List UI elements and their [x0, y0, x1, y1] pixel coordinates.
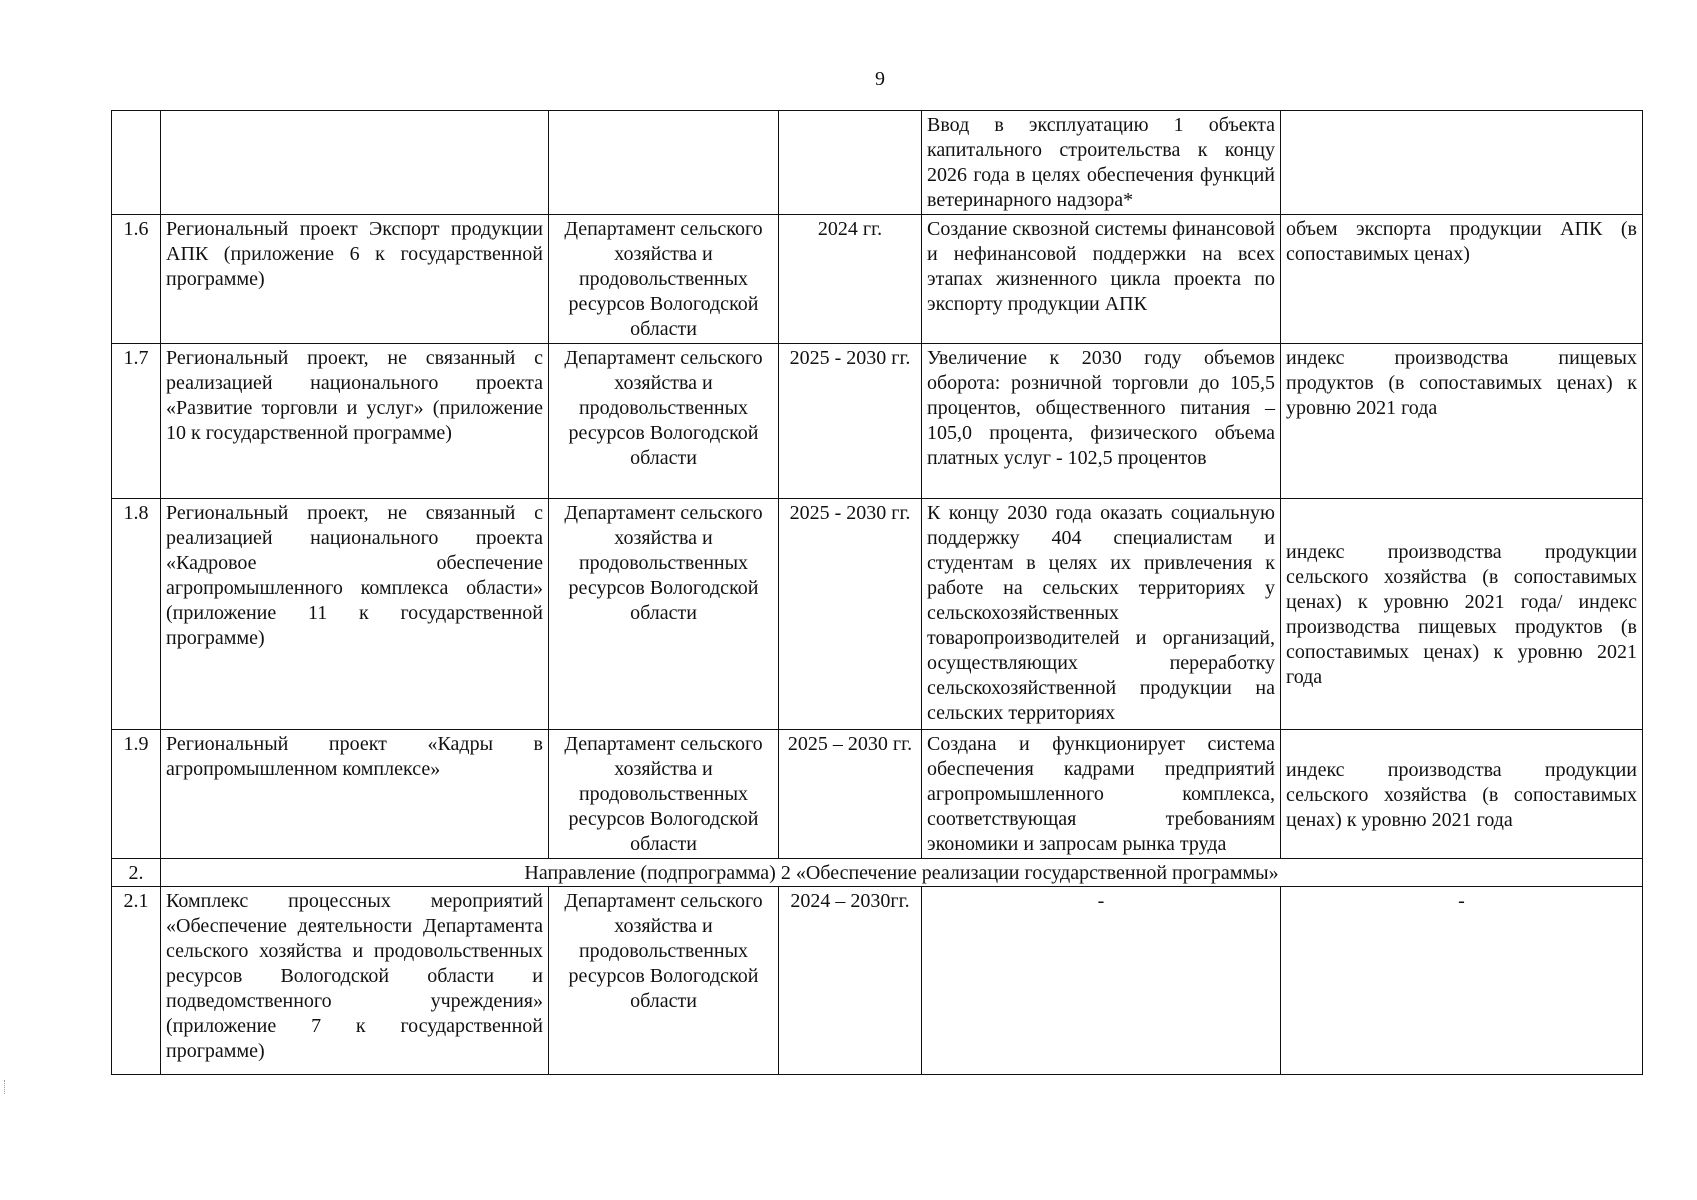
expected-result: К концу 2030 года оказать социальную поддержку 404 специалистам и студентам в целях их привлечения к работе на сельских территориях у сельскохозяйственных товаропроизводителей и организаций, осуществляющих переработку сельскохозяйственной продукции на сельских территориях [922, 499, 1281, 730]
section-title: Направление (подпрограмма) 2 «Обеспечение реализации государственной программы» [161, 859, 1643, 887]
responsible-department: Департамент сельского хозяйства и продовольственных ресурсов Вологодской области [549, 887, 779, 1075]
expected-result: Ввод в эксплуатацию 1 объекта капитального строительства к концу 2026 года в целях обеспечения функций ветеринарного надзора* [922, 111, 1281, 215]
implementation-period: 2025 - 2030 гг. [779, 344, 922, 499]
linked-indicator: индекс производства продукции сельского хозяйства (в сопоставимых ценах) к уровню 2021 года/ индекс производства пищевых продуктов (в сопоставимых ценах) к уровню 2021 года [1281, 499, 1643, 730]
table-row [112, 730, 1643, 859]
linked-indicator: объем экспорта продукции АПК (в сопоставимых ценах) [1281, 215, 1643, 344]
responsible-department [549, 111, 779, 215]
implementation-period: 2024 – 2030гг. [779, 887, 922, 1075]
structural-element-name [161, 111, 549, 215]
linked-indicator: индекс производства пищевых продуктов (в сопоставимых ценах) к уровню 2021 года [1281, 344, 1643, 499]
implementation-period: 2025 – 2030 гг. [779, 730, 922, 859]
structural-element-name: Региональный проект, не связанный с реализацией национального проекта «Кадровое обеспечение агропромышленного комплекса области» (приложение 11 к государственной программе) [161, 499, 549, 730]
structural-element-name: Комплекс процессных мероприятий «Обеспечение деятельности Департамента сельского хозяйства и продовольственных ресурсов Вологодской области и подведомственного учреждения» (приложение 7 к государственной программе) [161, 887, 549, 1075]
structural-element-name: Региональный проект Экспорт продукции АПК (приложение 6 к государственной программе) [161, 215, 549, 344]
row-number [112, 111, 161, 215]
row-number: 1.8 [112, 499, 161, 730]
row-number: 1.7 [112, 344, 161, 499]
structural-element-name: Региональный проект, не связанный с реализацией национального проекта «Развитие торговли и услуг» (приложение 10 к государственной программе) [161, 344, 549, 499]
implementation-period [779, 111, 922, 215]
table-row [112, 887, 1643, 1075]
table-row [112, 344, 1643, 499]
row-number: 1.9 [112, 730, 161, 859]
structural-element-name: Региональный проект «Кадры в агропромышленном комплексе» [161, 730, 549, 859]
responsible-department: Департамент сельского хозяйства и продовольственных ресурсов Вологодской области [549, 730, 779, 859]
section-header-row [112, 859, 1643, 887]
row-number: 1.6 [112, 215, 161, 344]
expected-result: Создана и функционирует система обеспечения кадрами предприятий агропромышленного комплекса, соответствующая требованиям экономики и запросам рынка труда [922, 730, 1281, 859]
table-row [112, 499, 1643, 730]
table-row [112, 111, 1643, 215]
responsible-department: Департамент сельского хозяйства и продовольственных ресурсов Вологодской области [549, 344, 779, 499]
scan-margin-mark [4, 1080, 7, 1094]
linked-indicator [1281, 111, 1643, 215]
implementation-period: 2024 гг. [779, 215, 922, 344]
page-number: 9 [875, 68, 885, 90]
responsible-department: Департамент сельского хозяйства и продовольственных ресурсов Вологодской области [549, 215, 779, 344]
expected-result: - [922, 887, 1281, 1075]
row-number: 2.1 [112, 887, 161, 1075]
linked-indicator: - [1281, 887, 1643, 1075]
implementation-period: 2025 - 2030 гг. [779, 499, 922, 730]
expected-result: Увеличение к 2030 году объемов оборота: розничной торговли до 105,5 процентов, общественного питания – 105,0 процента, физического объема платных услуг - 102,5 процентов [922, 344, 1281, 499]
linked-indicator: индекс производства продукции сельского хозяйства (в сопоставимых ценах) к уровню 2021 года [1281, 730, 1643, 859]
program-structure-table [111, 110, 1643, 1075]
expected-result: Создание сквозной системы финансовой и нефинансовой поддержки на всех этапах жизненного цикла проекта по экспорту продукции АПК [922, 215, 1281, 344]
responsible-department: Департамент сельского хозяйства и продовольственных ресурсов Вологодской области [549, 499, 779, 730]
section-number: 2. [112, 859, 161, 887]
table-row [112, 215, 1643, 344]
